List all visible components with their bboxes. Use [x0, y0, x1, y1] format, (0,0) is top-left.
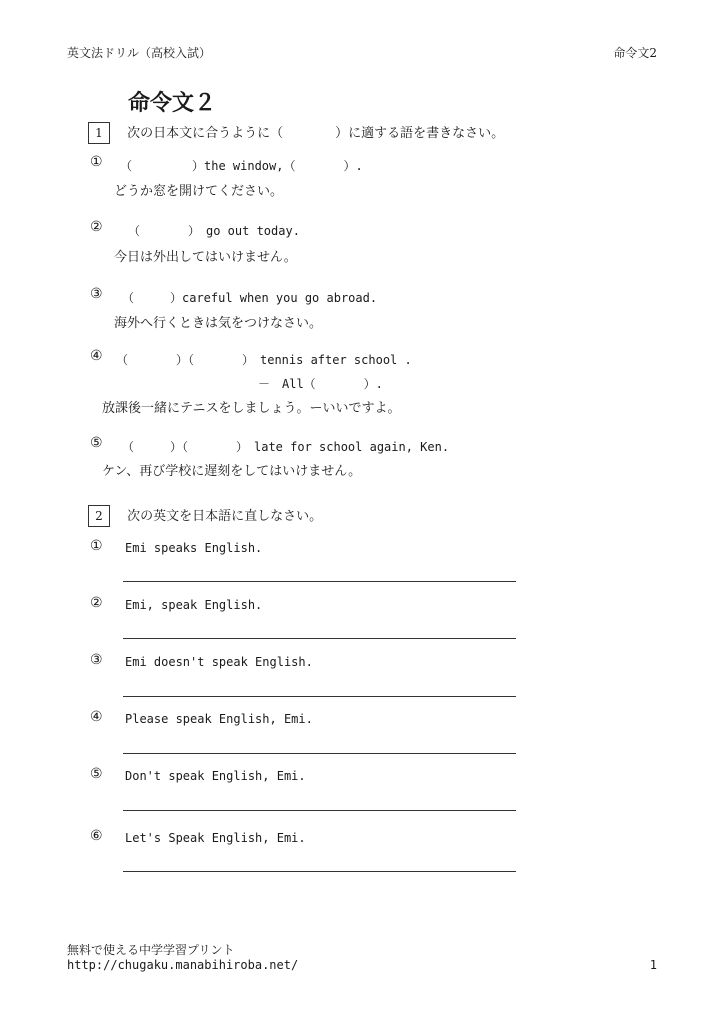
s2-item6-number: ⑥	[90, 828, 103, 844]
s2-item3-answer-line[interactable]	[123, 696, 516, 697]
section1-header	[88, 122, 504, 144]
s2-item2-sentence: Emi, speak English.	[125, 598, 263, 612]
s1-item2-japanese: 今日は外出してはいけません。	[114, 250, 297, 265]
s1-item2-number: ②	[90, 219, 103, 235]
s1-item4-reply: － All（ ）.	[258, 377, 383, 391]
s1-item5-number: ⑤	[90, 435, 103, 451]
s2-item2-answer-line[interactable]	[123, 638, 516, 639]
s1-item3-question: （ ）careful when you go abroad.	[122, 291, 378, 305]
s2-item6-sentence: Let's Speak English, Emi.	[125, 831, 306, 845]
s1-item4-japanese: 放課後一緒にテニスをしましょう。ーいいですよ。	[102, 401, 401, 416]
s1-item3-japanese: 海外へ行くときは気をつけなさい。	[114, 316, 323, 331]
s2-item2-number: ②	[90, 595, 103, 611]
s2-item4-sentence: Please speak English, Emi.	[125, 712, 313, 726]
s2-item3-number: ③	[90, 652, 103, 668]
page-title: 命令文２	[128, 91, 217, 116]
s2-item1-sentence: Emi speaks English.	[125, 541, 263, 555]
s1-item2-question: （ ） go out today.	[128, 224, 300, 238]
s2-item5-number: ⑤	[90, 766, 103, 782]
s1-item4-number: ④	[90, 348, 103, 364]
section1-number: 1	[88, 122, 110, 144]
s2-item5-sentence: Don't speak English, Emi.	[125, 769, 306, 783]
s2-item5-answer-line[interactable]	[123, 810, 516, 811]
s1-item5-question: （ ）（ ） late for school again, Ken.	[122, 440, 450, 454]
s2-item1-answer-line[interactable]	[123, 581, 516, 582]
footer-url[interactable]: http://chugaku.manabihiroba.net/	[67, 958, 299, 972]
section2-number: 2	[88, 505, 110, 527]
s1-item4-question: （ ）（ ） tennis after school .	[116, 353, 412, 367]
header-left: 英文法ドリル（高校入試）	[67, 46, 212, 60]
s1-item1-question: （ ）the window,（ ）.	[120, 159, 363, 173]
s2-item3-sentence: Emi doesn't speak English.	[125, 655, 313, 669]
s1-item3-number: ③	[90, 286, 103, 302]
page-number: 1	[649, 958, 657, 972]
s1-item1-number: ①	[90, 154, 103, 170]
section2-header	[88, 505, 322, 527]
footer-title: 無料で使える中学学習プリント	[67, 943, 235, 957]
s1-item1-japanese: どうか窓を開けてください。	[114, 184, 284, 199]
header-right: 命令文2	[613, 46, 657, 60]
section1-instruction: 次の日本文に合うように（ ）に適する語を書きなさい。	[127, 126, 505, 141]
s1-item5-japanese: ケン、再び学校に遅刻をしてはいけません。	[102, 464, 362, 479]
s2-item4-answer-line[interactable]	[123, 753, 516, 754]
s2-item6-answer-line[interactable]	[123, 871, 516, 872]
s2-item4-number: ④	[90, 709, 103, 725]
s2-item1-number: ①	[90, 538, 103, 554]
section2-instruction: 次の英文を日本語に直しなさい。	[127, 509, 323, 524]
